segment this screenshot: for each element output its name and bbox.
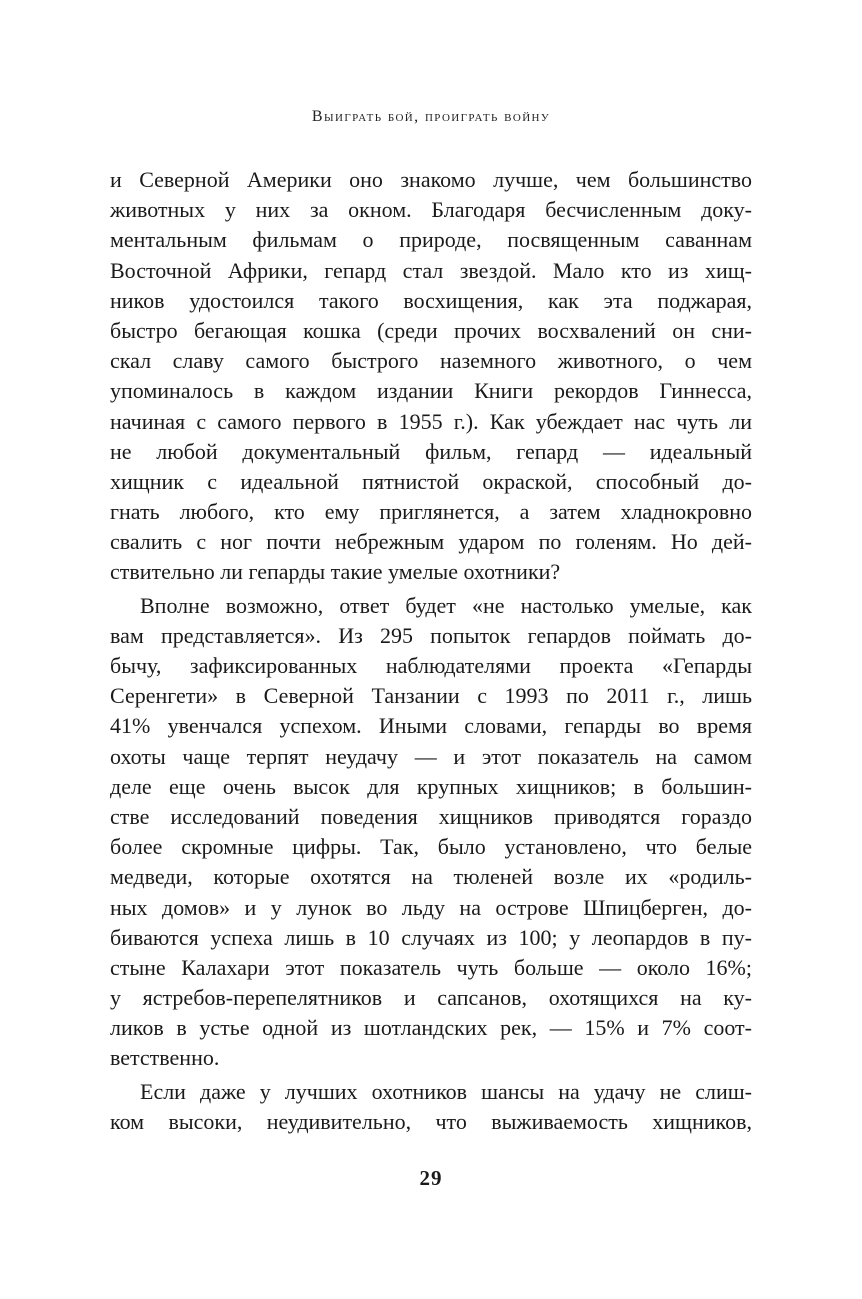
text-line: ников удостоился такого восхищения, как эта поджарая,: [110, 287, 752, 313]
text-line: Если даже у лучших охотников шансы на удачу не слиш-: [140, 1078, 752, 1104]
text-line: скал славу самого быстрого наземного животного, о чем: [110, 348, 752, 374]
text-line: 41% увенчался успехом. Иными словами, гепарды во время: [110, 713, 752, 739]
text-line: ликов в устье одной из шотландских рек, — 15% и 7% соот-: [110, 1015, 752, 1041]
text-line: ствительно ли гепарды такие умелые охотники?: [110, 559, 561, 585]
text-line: вам представляется». Из 295 попыток гепардов поймать до-: [110, 622, 752, 648]
text-line: бычу, зафиксированных наблюдателями проекта «Гепарды: [110, 653, 752, 678]
text-line: гнать любого, кто ему приглянется, а затем хладнокровно: [110, 499, 752, 525]
text-line: медведи, которые охотятся на тюленей возле их «родиль-: [110, 864, 752, 890]
paragraph: [110, 1077, 752, 1137]
text-line: ных домов» и у лунок во льду на острове Шпицберген, до-: [110, 894, 752, 920]
text-line: Серенгети» в Северной Танзании с 1993 по 2011 г., лишь: [110, 683, 752, 709]
text-line: животных у них за окном. Благодаря бесчисленным доку-: [110, 197, 752, 223]
text-line: стве исследований поведения хищников приводятся гораздо: [110, 803, 752, 829]
text-line: биваются успеха лишь в 10 случаях из 100; у леопардов в пу-: [110, 924, 752, 950]
paragraph: [110, 591, 752, 1074]
text-line: Вполне возможно, ответ будет «не настолько умелые, как: [140, 592, 752, 618]
text-line: охоты чаще терпят неудачу — и этот показатель на самом: [110, 743, 752, 769]
text-line: Восточной Африки, гепард стал звездой. Мало кто из хищ-: [110, 257, 752, 283]
text-line: быстро бегающая кошка (среди прочих восхвалений он сни-: [110, 317, 752, 343]
text-line: хищник с идеальной пятнистой окраской, способный до-: [110, 468, 752, 494]
body-text: [110, 165, 752, 1137]
text-line: свалить с ног почти небрежным ударом по голеням. Но дей-: [110, 529, 752, 555]
running-head: Выиграть бой, проиграть войну: [311, 108, 551, 125]
text-line: не любой документальный фильм, гепард — идеальный: [110, 438, 752, 464]
text-line: более скромные цифры. Так, было установлено, что белые: [110, 834, 752, 860]
text-line: у ястребов-перепелятников и сапсанов, охотящихся на ку-: [110, 985, 752, 1011]
text-line: деле еще очень высок для крупных хищников; в большин-: [110, 773, 752, 799]
page-number: 29: [419, 1166, 443, 1190]
text-line: начиная с самого первого в 1955 г.). Как убеждает нас чуть ли: [110, 408, 752, 434]
text-line: и Северной Америки оно знакомо лучше, чем большинство: [110, 167, 752, 192]
paragraph: [110, 165, 752, 588]
text-line: ком высоки, неудивительно, что выживаемость хищников,: [110, 1108, 752, 1134]
text-line: стыне Калахари этот показатель чуть больше — около 16%;: [110, 954, 752, 980]
text-line: упоминалось в каждом издании Книги рекордов Гиннесса,: [110, 378, 752, 404]
text-line: ментальным фильмам о природе, посвященным саваннам: [110, 227, 752, 253]
text-line: ветственно.: [110, 1045, 220, 1071]
